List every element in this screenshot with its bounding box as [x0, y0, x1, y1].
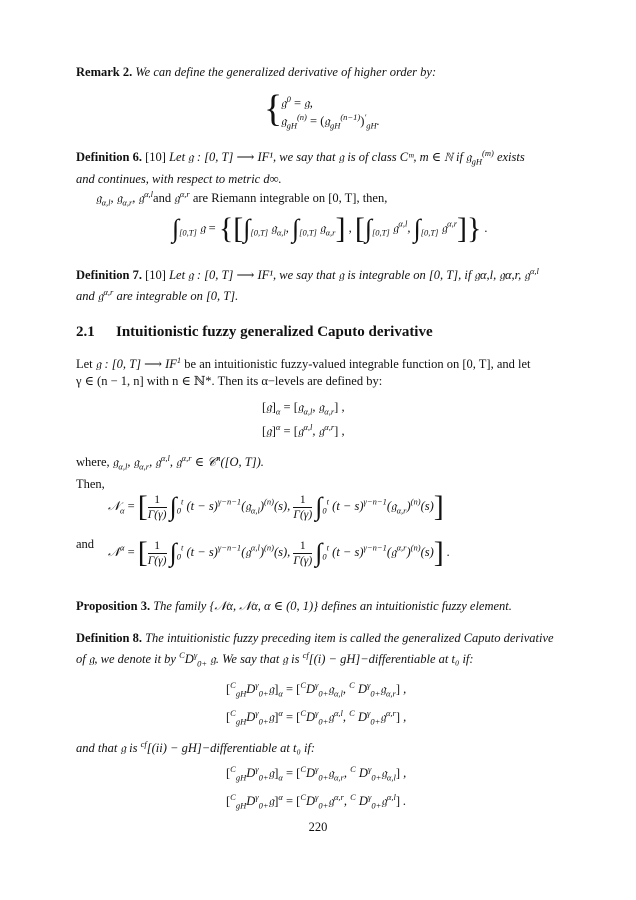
- remark-label: Remark 2.: [76, 65, 133, 79]
- caputo-i-eq1: $[^C_{gH}D^\gamma_{0+}𝔤]_\alpha$ = [$^CD^\gamma_{0+}𝔤_{\alpha,l}$, $^C$ $D^\gamma_{0+}𝔤_{\alpha,r}$] ,: [226, 680, 407, 699]
- def6-text3: and continues, with respect to metric d∞.: [76, 171, 282, 186]
- definition-6: Definition 6. [10] Let 𝔤 : [0, T] ⟶ IF¹, we say that 𝔤 is of class Cᵐ, m ∈ ℕ if 𝔤$_{gH}^{(m)}$ exists and continues, with respect to metric d∞.: [76, 148, 525, 186]
- section-heading: [76, 324, 433, 341]
- riemann-text: are Riemann integrable on [0, T], then,: [192, 191, 388, 206]
- n-alpha-upper-equation: 𝒩$^\alpha$ = [ $\frac{1}{\Gamma(\gamma)}$ $\int_0^t$ $(t - s)^{\gamma-n-1}(𝔤^{\alpha,l})^{(n)}(s)$, $\frac{1}{\Gamma(\gamma)}$ $\int_0^t$ $(t - s)^{\gamma-n-1}(𝔤^{\alpha,r})^{(n)}(s)$] .: [108, 536, 451, 569]
- alpha-level-eq2: [𝔤]$^\alpha$ = [𝔤$^{\alpha,l}$, 𝔤$^{\alpha,r}$] ,: [262, 422, 345, 439]
- and-that-line: and that 𝔤 is $^{cf}$[(ii) − gH]−differentiable at t₀ if:: [76, 739, 316, 756]
- para1-line2: γ ∈ (n − 1, n] with n ∈ ℕ*. Then its α−levels are defined by:: [76, 374, 383, 389]
- n-alpha-lower-equation: 𝒩$_\alpha$ = [ $\frac{1}{\Gamma(\gamma)}$ $\int_0^t$ $(t - s)^{\gamma-n-1}(𝔤_{\alpha,l})^{(n)}(s)$, $\frac{1}{\Gamma(\gamma)}$ $\int_0^t$ $(t - s)^{\gamma-n-1}(𝔤_{\alpha,r})^{(n)}(s)$]: [108, 490, 444, 523]
- def7-text3: are integrable on [0, T].: [116, 289, 239, 304]
- remark-eq-line2: 𝔤$_{gH}^{(n)}$ = $(𝔤_{gH}^{(n-1)})'_{gH}$.: [281, 112, 380, 131]
- def7-label: Definition 7.: [76, 268, 142, 283]
- riemann-line: 𝔤$_{\alpha,l}$, 𝔤$_{\alpha,r}$, 𝔤$^{\alpha,l}$and 𝔤$^{\alpha,r}$ are Riemann integrable on [0, T], then,: [96, 189, 388, 208]
- def7-text1: Let 𝔤 : [0, T] ⟶ IF¹, we say that 𝔤 is integrable on [0, T], if 𝔤α,l, 𝔤α,r, 𝔤: [169, 268, 530, 283]
- def8-text4: −differentiable at t₀ if:: [360, 652, 474, 667]
- caputo-ii-eq2: $[^C_{gH}D^\gamma_{0+}𝔤]^\alpha$ = [$^CD^\gamma_{0+}𝔤^{\alpha,r}$, $^C$ $D^\gamma_{0+}𝔤^{\alpha,l}$] .: [226, 792, 407, 811]
- alpha-level-eq1: $[𝔤]_\alpha$ = [𝔤$_{\alpha,l}$, 𝔤$_{\alpha,r}$] ,: [262, 400, 345, 417]
- def6-text2: exists: [496, 150, 525, 165]
- def8-label: Definition 8.: [76, 631, 142, 645]
- then-text: Then,: [76, 476, 105, 491]
- def8-text3: We say that 𝔤 is: [222, 652, 300, 667]
- def8-text1: The intuitionistic fuzzy preceding item is called the generalized Caputo derivative: [145, 631, 554, 645]
- def7-cite: [10]: [145, 268, 166, 283]
- remark-2: [76, 64, 563, 81]
- def8-text2: of 𝔤, we denote it by: [76, 652, 176, 667]
- def6-text1: Let 𝔤 : [0, T] ⟶ IF¹, we say that 𝔤 is of class Cᵐ, m ∈ ℕ if 𝔤: [169, 150, 472, 165]
- caputo-ii-eq1: $[^C_{gH}D^\gamma_{0+}𝔤]_\alpha$ = [$^CD^\gamma_{0+}𝔤_{\alpha,r}$, $^C$ $D^\gamma_{0+}𝔤_{\alpha,l}$] ,: [226, 764, 407, 783]
- where-line: where, 𝔤$_{\alpha,l}$, 𝔤$_{\alpha,r}$, 𝔤$^{\alpha,l}$, 𝔤$^{\alpha,r}$ ∈ 𝒞$^n$([O, T]). Then,: [76, 453, 264, 491]
- remark-equation: {: [264, 88, 283, 130]
- section-number: 2.1: [76, 324, 95, 340]
- remark-text: We can define the generalized derivative of higher order by:: [135, 65, 437, 79]
- integral-equation: $\int_{[0,T]}$ 𝔤 = {[$\int_{[0,T]}$ 𝔤$_{\alpha,l}$, $\int_{[0,T]}$ 𝔤$_{\alpha,r}$] , [$\int_{[0,T]}$ 𝔤$^{\alpha,l}$, $\int_{[0,T]}$ 𝔤$^{\alpha,r}$]} .: [172, 212, 488, 245]
- section-title: Intuitionistic fuzzy generalized Caputo derivative: [116, 324, 433, 340]
- def6-label: Definition 6.: [76, 150, 142, 165]
- prop3-text: The family {𝒩α, 𝒩α, α ∈ (0, 1)} defines an intuitionistic fuzzy element.: [153, 599, 512, 613]
- remark-eq-line1: 𝔤$^0$ = 𝔤,: [281, 94, 313, 111]
- def6-cite: [10]: [145, 150, 166, 165]
- where-text: where,: [76, 455, 110, 470]
- page-number: 220: [308, 820, 328, 834]
- def7-text2: and 𝔤: [76, 289, 104, 304]
- prop3-label: Proposition 3.: [76, 599, 151, 613]
- definition-8: Definition 8. The intuitionistic fuzzy preceding item is called the generalized Caputo derivative of 𝔤, we denote it by $^CD^\gamma_{0+}$ 𝔤. We say that 𝔤 is $^{cf}$[(i) − gH]−differentiable at t₀ if:: [76, 631, 554, 669]
- and-text: and: [76, 537, 95, 551]
- caputo-i-eq2: $[^C_{gH}D^\gamma_{0+}𝔤]^\alpha$ = [$^CD^\gamma_{0+}𝔤^{\alpha,l}$, $^C$ $D^\gamma_{0+}𝔤^{\alpha,r}$] ,: [226, 708, 407, 727]
- proposition-3: [76, 598, 563, 615]
- definition-7: Definition 7. [10] Let 𝔤 : [0, T] ⟶ IF¹, we say that 𝔤 is integrable on [0, T], if 𝔤α,l, 𝔤α,r, 𝔤$^{\alpha,l}$ and 𝔤$^{\alpha,r}$ are integrable on [0, T].: [76, 266, 539, 304]
- andthat-text1: and that 𝔤 is: [76, 741, 138, 756]
- andthat-text2: −differentiable at t₀ if:: [201, 741, 316, 756]
- para1-line1: be an intuitionistic fuzzy-valued integrable function on [0, T], and let: [184, 357, 531, 372]
- paragraph-1: Let 𝔤 : [0, T] ⟶ $IF^1$ be an intuitionistic fuzzy-valued integrable function on [0, T], and let γ ∈ (n − 1, n] with n ∈ ℕ*. Then its α−levels are defined by:: [76, 355, 531, 389]
